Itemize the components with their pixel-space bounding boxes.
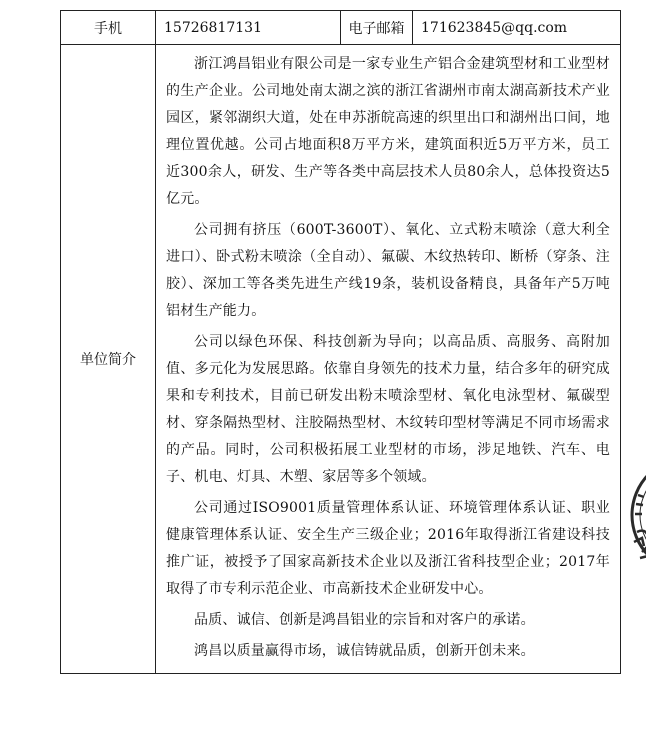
intro-paragraph-2: 公司拥有挤压（600T-3600T）、氧化、立式粉末喷涂（意大利全进口）、卧式粉末喷涂（全自动）、氟碳、木纹热转印、断桥（穿条、注胶）、深加工等各类先进生产线19条，装机设备精良，具备年产5万吨铝材生产能力。 [166,222,610,319]
email-value: 171623845@qq.com [413,11,621,45]
intro-paragraph-3: 公司以绿色环保、科技创新为导向；以高品质、高服务、高附加值、多元化为发展思路。依靠自身领先的技术力量，结合多年的研究成果和专利技术，目前已研发出粉末喷涂型材、氧化电泳型材、氟碳型材、穿条隔热型材、注胶隔热型材、木纹转印型材等满足不同市场需求的产品。同时，公司积极拓展工业型材的市场，涉足地铁、汽车、电子、机电、灯具、木塑、家居等多个领域。 [166,334,610,485]
contact-row [61,11,621,45]
company-info-table [60,10,621,674]
intro-paragraph-6: 鸿昌以质量赢得市场，诚信铸就品质，创新开创未来。 [194,643,535,659]
seal-stamp [628,440,646,590]
intro-paragraph-1: 浙江鸿昌铝业有限公司是一家专业生产铝合金建筑型材和工业型材的生产企业。公司地处南太湖之滨的浙江省湖州市南太湖高新技术产业园区，紧邻湖织大道，处在申苏浙皖高速的织里出口和湖州出口间，地理位置优越。公司占地面积8万平方米，建筑面积近5万平方米，员工近300余人，研发、生产等各类中高层技术人员80余人，总体投资达5亿元。 [166,56,610,207]
intro-label: 单位简介 [61,45,156,674]
phone-label: 手机 [61,11,156,45]
intro-row [61,45,621,674]
phone-value: 15726817131 [156,11,341,45]
intro-paragraph-4: 公司通过ISO9001质量管理体系认证、环境管理体系认证、职业健康管理体系认证、安全生产三级企业；2016年取得浙江省建设科技推广证，被授予了国家高新技术企业以及浙江省科技型企业；2017年取得了市专利示范企业、市高新技术企业研发中心。 [166,500,610,597]
intro-paragraph-5: 品质、诚信、创新是鸿昌铝业的宗旨和对客户的承诺。 [194,612,535,628]
email-label: 电子邮箱 [341,11,413,45]
intro-text-cell [156,45,621,674]
